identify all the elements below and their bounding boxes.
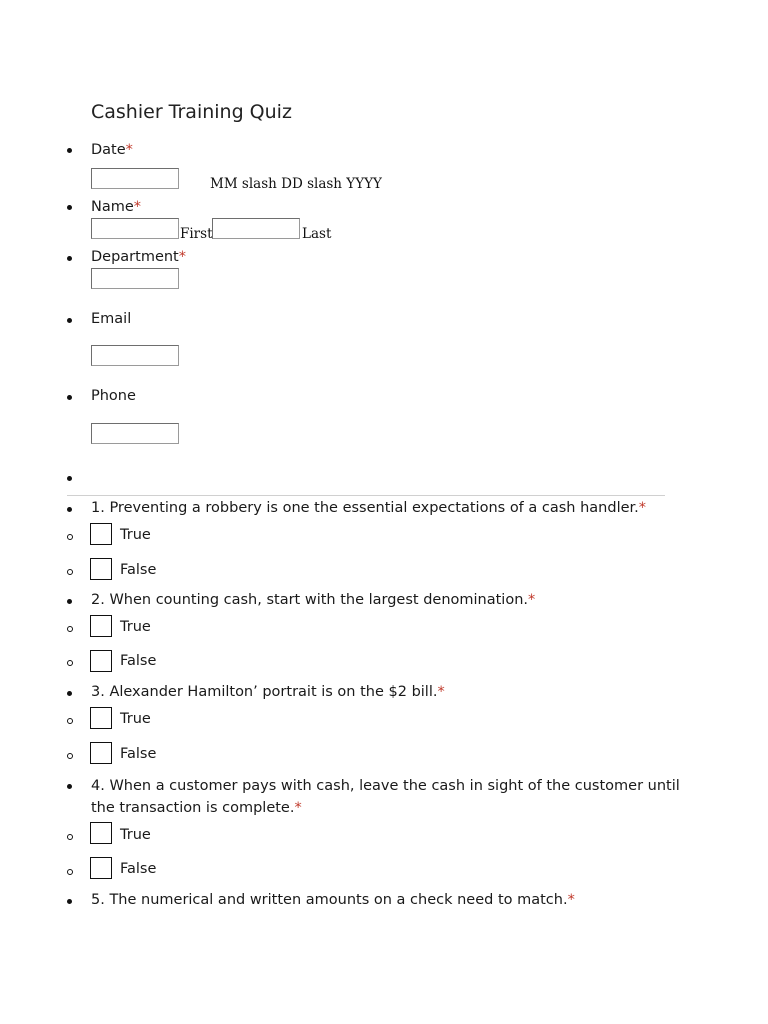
q1-false-checkbox[interactable] bbox=[90, 558, 112, 580]
required-marker: * bbox=[437, 684, 445, 700]
q4-true-label: True bbox=[120, 827, 151, 843]
required-marker: * bbox=[567, 892, 575, 908]
question-2 bbox=[91, 591, 535, 609]
date-label bbox=[91, 141, 133, 159]
last-name-caption: Last bbox=[302, 226, 332, 242]
q2-true-checkbox[interactable] bbox=[90, 615, 112, 637]
question-3 bbox=[91, 683, 445, 701]
first-name-caption: First bbox=[180, 226, 213, 242]
q3-true-label: True bbox=[120, 711, 151, 727]
page-title: Cashier Training Quiz bbox=[91, 101, 292, 123]
list-bullet bbox=[67, 148, 72, 153]
sub-bullet bbox=[67, 869, 73, 875]
q3-true-checkbox[interactable] bbox=[90, 707, 112, 729]
department-label bbox=[91, 248, 186, 266]
last-name-input[interactable] bbox=[212, 218, 300, 239]
list-bullet bbox=[67, 395, 72, 400]
email-input[interactable] bbox=[91, 345, 179, 366]
question-1-text: 1. Preventing a robbery is one the essential expectations of a cash handler. bbox=[91, 500, 639, 516]
sub-bullet bbox=[67, 834, 73, 840]
section-divider bbox=[67, 495, 665, 496]
required-marker: * bbox=[528, 592, 536, 608]
phone-input[interactable] bbox=[91, 423, 179, 444]
email-label: Email bbox=[91, 311, 132, 327]
date-format-hint: MM slash DD slash YYYY bbox=[210, 176, 382, 192]
list-bullet bbox=[67, 691, 72, 696]
list-bullet bbox=[67, 507, 72, 512]
q1-false-label: False bbox=[120, 562, 157, 578]
question-5-text: 5. The numerical and written amounts on a check need to match. bbox=[91, 892, 568, 908]
q2-false-checkbox[interactable] bbox=[90, 650, 112, 672]
sub-bullet bbox=[67, 753, 73, 759]
q2-true-label: True bbox=[120, 619, 151, 635]
q4-false-label: False bbox=[120, 861, 157, 877]
name-label-text: Name bbox=[91, 199, 134, 215]
sub-bullet bbox=[67, 660, 73, 666]
question-2-text: 2. When counting cash, start with the largest denomination. bbox=[91, 592, 529, 608]
required-marker: * bbox=[294, 800, 302, 816]
q3-false-checkbox[interactable] bbox=[90, 742, 112, 764]
q1-true-checkbox[interactable] bbox=[90, 523, 112, 545]
q1-true-label: True bbox=[120, 527, 151, 543]
sub-bullet bbox=[67, 718, 73, 724]
required-marker: * bbox=[125, 142, 133, 158]
date-input[interactable] bbox=[91, 168, 179, 189]
sub-bullet bbox=[67, 626, 73, 632]
sub-bullet bbox=[67, 534, 73, 540]
list-bullet bbox=[67, 205, 72, 210]
question-3-text: 3. Alexander Hamilton’ portrait is on the $2 bill. bbox=[91, 684, 438, 700]
phone-label: Phone bbox=[91, 388, 136, 404]
first-name-input[interactable] bbox=[91, 218, 179, 239]
date-label-text: Date bbox=[91, 142, 126, 158]
list-bullet bbox=[67, 899, 72, 904]
q2-false-label: False bbox=[120, 653, 157, 669]
question-5 bbox=[91, 891, 575, 909]
department-input[interactable] bbox=[91, 268, 179, 289]
list-bullet bbox=[67, 256, 72, 261]
list-bullet bbox=[67, 476, 72, 481]
department-label-text: Department bbox=[91, 249, 179, 265]
name-label bbox=[91, 198, 141, 216]
question-4 bbox=[91, 775, 681, 819]
required-marker: * bbox=[178, 249, 186, 265]
list-bullet bbox=[67, 599, 72, 604]
question-1 bbox=[91, 499, 646, 517]
list-bullet bbox=[67, 784, 72, 789]
q3-false-label: False bbox=[120, 746, 157, 762]
required-marker: * bbox=[133, 199, 142, 215]
required-marker: * bbox=[638, 500, 647, 516]
q4-true-checkbox[interactable] bbox=[90, 822, 112, 844]
list-bullet bbox=[67, 318, 72, 323]
sub-bullet bbox=[67, 569, 73, 575]
question-4-text: 4. When a customer pays with cash, leave the cash in sight of the customer until the transaction is complete. bbox=[91, 778, 680, 816]
q4-false-checkbox[interactable] bbox=[90, 857, 112, 879]
